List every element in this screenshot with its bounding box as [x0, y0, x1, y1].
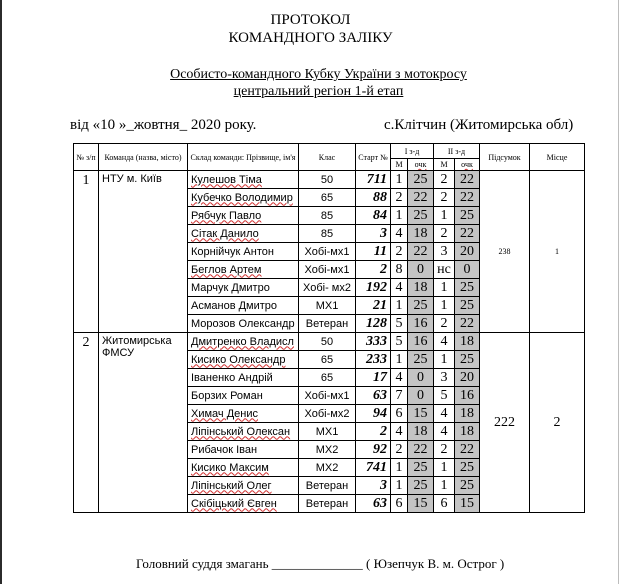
- race1-points: 22: [408, 441, 434, 459]
- race1-position: 8: [391, 261, 408, 279]
- race1-position: 4: [391, 225, 408, 243]
- rider-class: Ветеран: [299, 477, 356, 495]
- race1-position: 2: [391, 243, 408, 261]
- race2-position: 4: [434, 405, 455, 423]
- race2-points: 20: [455, 243, 480, 261]
- race2-position: 4: [434, 423, 455, 441]
- rider-name: Марчук Дмитро: [188, 279, 299, 297]
- col-race1-pts: очк: [408, 159, 434, 171]
- col-race2: II з-д: [434, 144, 480, 159]
- race2-points: 16: [455, 387, 480, 405]
- doc-title-2: КОМАНДНОГО ЗАЛІКУ: [228, 30, 393, 46]
- race1-points: 15: [408, 405, 434, 423]
- team-place: 1: [530, 171, 585, 333]
- judge-signature-line: Головний суддя змагань ______________ ( Юзепчук В. м. Острог ): [136, 556, 505, 571]
- race2-position: 6: [434, 495, 455, 513]
- rider-class: Ветеран: [299, 495, 356, 513]
- race2-position: 2: [434, 189, 455, 207]
- rider-name: Ліпінський Олексан: [188, 423, 299, 441]
- rider-class: Хобі- мх2: [299, 279, 356, 297]
- rider-name: Химач Денис: [188, 405, 299, 423]
- race2-position: 1: [434, 477, 455, 495]
- rider-start-number: 128: [356, 315, 391, 333]
- race1-points: 18: [408, 423, 434, 441]
- race2-points: 18: [455, 423, 480, 441]
- rider-start-number: 711: [356, 171, 391, 189]
- race2-points: 22: [455, 225, 480, 243]
- race1-points: 18: [408, 225, 434, 243]
- race1-points: 22: [408, 243, 434, 261]
- rider-name: Скібіцький Євген: [188, 495, 299, 513]
- race2-position: 5: [434, 387, 455, 405]
- race2-points: 18: [455, 405, 480, 423]
- col-place: Місце: [530, 144, 585, 171]
- race1-points: 25: [408, 477, 434, 495]
- race1-points: 16: [408, 333, 434, 351]
- col-race2-m: М: [434, 159, 455, 171]
- rider-class: МХ1: [299, 297, 356, 315]
- rider-class: 50: [299, 333, 356, 351]
- race1-points: 25: [408, 171, 434, 189]
- race2-points: 25: [455, 459, 480, 477]
- rider-start-number: 11: [356, 243, 391, 261]
- race2-position: 2: [434, 441, 455, 459]
- col-start: Старт №: [356, 144, 391, 171]
- rider-name: Кисико Олександр: [188, 351, 299, 369]
- rider-name: Морозов Олександр: [188, 315, 299, 333]
- race2-points: 0: [455, 261, 480, 279]
- rider-name: Кулешов Тіма: [188, 171, 299, 189]
- race2-position: 2: [434, 315, 455, 333]
- rider-class: 65: [299, 351, 356, 369]
- rider-start-number: 233: [356, 351, 391, 369]
- rider-name: Кисико Максим: [188, 459, 299, 477]
- rider-start-number: 3: [356, 225, 391, 243]
- col-race1-m: М: [391, 159, 408, 171]
- rider-name: Борзих Роман: [188, 387, 299, 405]
- rider-start-number: 192: [356, 279, 391, 297]
- rider-start-number: 17: [356, 369, 391, 387]
- doc-subtitle-2: центральний регіон 1-й етап: [233, 84, 404, 99]
- rider-start-number: 2: [356, 261, 391, 279]
- race1-position: 4: [391, 279, 408, 297]
- rider-name: Рябчук Павло: [188, 207, 299, 225]
- race2-points: 15: [455, 495, 480, 513]
- event-location: с.Клітчин (Житомирська обл): [384, 117, 574, 133]
- rider-name: Беглов Артем: [188, 261, 299, 279]
- rider-class: 85: [299, 225, 356, 243]
- rider-name: Ліпінський Олег: [188, 477, 299, 495]
- race2-points: 25: [455, 279, 480, 297]
- race1-position: 1: [391, 297, 408, 315]
- race1-points: 25: [408, 351, 434, 369]
- race1-position: 6: [391, 405, 408, 423]
- team-total: 238: [480, 171, 530, 333]
- race2-position: 1: [434, 207, 455, 225]
- rider-start-number: 63: [356, 495, 391, 513]
- col-num: № з/п: [74, 144, 99, 171]
- race1-position: 7: [391, 387, 408, 405]
- col-class: Клас: [299, 144, 356, 171]
- rider-start-number: 88: [356, 189, 391, 207]
- rider-class: Хобі-мх1: [299, 261, 356, 279]
- rider-start-number: 21: [356, 297, 391, 315]
- team-place: 2: [530, 333, 585, 513]
- race1-position: 4: [391, 369, 408, 387]
- rider-name: Дмитренко Владисл: [188, 333, 299, 351]
- race2-points: 25: [455, 207, 480, 225]
- race1-position: 1: [391, 171, 408, 189]
- race1-position: 1: [391, 459, 408, 477]
- race2-position: 1: [434, 351, 455, 369]
- race2-points: 25: [455, 297, 480, 315]
- race1-position: 2: [391, 189, 408, 207]
- race2-points: 25: [455, 477, 480, 495]
- race1-points: 18: [408, 279, 434, 297]
- race1-points: 25: [408, 459, 434, 477]
- race1-points: 0: [408, 387, 434, 405]
- race2-position: 1: [434, 459, 455, 477]
- rider-class: МХ2: [299, 459, 356, 477]
- race2-position: 1: [434, 279, 455, 297]
- header-row: [74, 144, 585, 159]
- race2-position: 4: [434, 333, 455, 351]
- rider-start-number: 92: [356, 441, 391, 459]
- rider-name: Корнійчук Антон: [188, 243, 299, 261]
- team-number: 2: [74, 333, 99, 513]
- rider-start-number: 63: [356, 387, 391, 405]
- rider-start-number: 741: [356, 459, 391, 477]
- race1-position: 6: [391, 495, 408, 513]
- event-date: від «10 »_жовтня_ 2020 року.: [70, 117, 257, 133]
- rider-start-number: 3: [356, 477, 391, 495]
- rider-class: Ветеран: [299, 315, 356, 333]
- race2-points: 20: [455, 369, 480, 387]
- race1-points: 0: [408, 369, 434, 387]
- race1-position: 1: [391, 207, 408, 225]
- rider-class: 85: [299, 207, 356, 225]
- rider-class: МХ2: [299, 441, 356, 459]
- col-race1: I з-д: [391, 144, 434, 159]
- rider-name: Асманов Дмитро: [188, 297, 299, 315]
- rider-start-number: 94: [356, 405, 391, 423]
- results-table: [73, 143, 585, 513]
- doc-title: ПРОТОКОЛ: [270, 12, 351, 28]
- race1-position: 5: [391, 315, 408, 333]
- rider-name: Сітак Данило: [188, 225, 299, 243]
- col-total: Підсумок: [480, 144, 530, 171]
- rider-start-number: 84: [356, 207, 391, 225]
- race2-position: 3: [434, 369, 455, 387]
- race1-points: 22: [408, 189, 434, 207]
- team-total: 222: [480, 333, 530, 513]
- race2-position: 2: [434, 171, 455, 189]
- race2-position: 3: [434, 243, 455, 261]
- rider-class: 50: [299, 171, 356, 189]
- race2-points: 22: [455, 315, 480, 333]
- race1-position: 2: [391, 441, 408, 459]
- col-race2-pts: очк: [455, 159, 480, 171]
- team-name: НТУ м. Київ: [99, 171, 188, 333]
- doc-subtitle: Особисто-командного Кубку України з мотокросу: [170, 67, 467, 82]
- race2-position: нс: [434, 261, 455, 279]
- rider-start-number: 333: [356, 333, 391, 351]
- race1-points: 25: [408, 297, 434, 315]
- race1-points: 15: [408, 495, 434, 513]
- rider-class: Хобі-мх1: [299, 387, 356, 405]
- race2-points: 22: [455, 189, 480, 207]
- race1-points: 0: [408, 261, 434, 279]
- col-roster: Склад команди: Прізвище, ім'я: [188, 144, 299, 171]
- race1-points: 25: [408, 207, 434, 225]
- rider-name: Іваненко Андрій: [188, 369, 299, 387]
- rider-class: 65: [299, 189, 356, 207]
- race2-points: 22: [455, 441, 480, 459]
- rider-name: Рибачок Іван: [188, 441, 299, 459]
- race1-position: 1: [391, 351, 408, 369]
- rider-class: Хобі-мх1: [299, 243, 356, 261]
- race2-points: 22: [455, 171, 480, 189]
- window-frame-left: [0, 0, 2, 584]
- rider-class: 65: [299, 369, 356, 387]
- rider-class: Хобі-мх2: [299, 405, 356, 423]
- race2-position: 1: [434, 297, 455, 315]
- race1-points: 16: [408, 315, 434, 333]
- race2-position: 2: [434, 225, 455, 243]
- table-row: [74, 171, 585, 189]
- race1-position: 5: [391, 333, 408, 351]
- table-row: [74, 333, 585, 351]
- race2-points: 18: [455, 333, 480, 351]
- race2-points: 25: [455, 351, 480, 369]
- rider-name: Кубечко Володимир: [188, 189, 299, 207]
- race1-position: 4: [391, 423, 408, 441]
- rider-class: МХ1: [299, 423, 356, 441]
- race1-position: 1: [391, 477, 408, 495]
- team-number: 1: [74, 171, 99, 333]
- rider-start-number: 2: [356, 423, 391, 441]
- col-team: Команда (назва, місто): [99, 144, 188, 171]
- team-name: Житомирська ФМСУ: [99, 333, 188, 513]
